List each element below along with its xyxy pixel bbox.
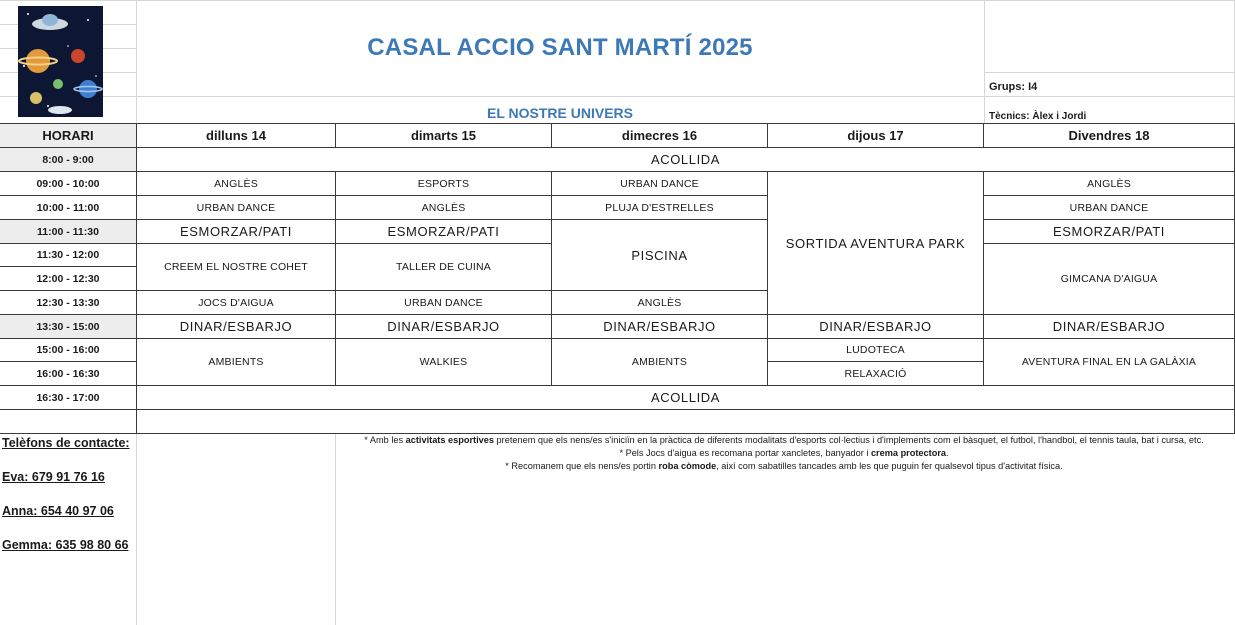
activity-cell: URBAN DANCE xyxy=(1069,201,1149,214)
activity-cell: ANGLÈS xyxy=(421,201,466,214)
activity-cell: AVENTURA FINAL EN LA GALÀXIA xyxy=(1021,356,1197,368)
page-title: CASAL ACCIO SANT MARTÍ 2025 xyxy=(367,34,753,61)
activity-cell: URBAN DANCE xyxy=(620,177,699,190)
activity-cell: GIMCANA D'AIGUA xyxy=(1060,273,1158,285)
time-slot: 12:00 - 12:30 xyxy=(36,272,100,285)
acollida-evening: ACOLLIDA xyxy=(650,390,721,405)
acollida-morning: ACOLLIDA xyxy=(650,152,721,167)
activity-cell: URBAN DANCE xyxy=(404,296,483,309)
activity-cell: ESMORZAR/PATI xyxy=(387,224,500,239)
contact-phone: Anna: 654 40 97 06 xyxy=(2,504,114,518)
activity-cell: DINAR/ESBARJO xyxy=(179,319,293,334)
note-clothing: * Recomanem que els nens/es portin roba còmode, així com sabatilles tancades amb les que puguin fer qualsevol tipus d'activitat física. xyxy=(505,461,1063,471)
activity-cell: ESMORZAR/PATI xyxy=(179,224,293,239)
activity-cell: DINAR/ESBARJO xyxy=(387,319,500,334)
activity-cell: LUDOTECA xyxy=(846,344,905,356)
time-slot: 16:00 - 16:30 xyxy=(36,367,100,380)
notes-block xyxy=(338,434,1230,473)
time-slot: 11:30 - 12:00 xyxy=(36,249,100,261)
activity-cell: TALLER DE CUINA xyxy=(396,261,491,273)
day-header-wednesday: dimecres 16 xyxy=(621,128,698,143)
activity-cell: URBAN DANCE xyxy=(196,201,276,214)
time-slot: 10:00 - 11:00 xyxy=(36,201,100,214)
activity-cell: ESMORZAR/PATI xyxy=(1052,224,1166,239)
day-header-monday: dilluns 14 xyxy=(206,128,266,143)
day-header-thursday: dijous 17 xyxy=(847,128,904,143)
day-header-tuesday: dimarts 15 xyxy=(410,128,477,143)
activity-cell: RELAXACIÓ xyxy=(844,367,907,380)
time-slot: 8:00 - 9:00 xyxy=(42,153,94,166)
activity-cell: DINAR/ESBARJO xyxy=(603,319,716,334)
time-slot: 09:00 - 10:00 xyxy=(36,177,100,190)
activity-cell: JOCS D'AIGUA xyxy=(198,296,274,309)
theme-subtitle: EL NOSTRE UNIVERS xyxy=(487,105,633,121)
time-slot: 12:30 - 13:30 xyxy=(36,296,100,309)
activity-cell: ESPORTS xyxy=(417,177,470,190)
time-slot: 11:00 - 11:30 xyxy=(37,225,99,238)
activity-cell: CREEM EL NOSTRE COHET xyxy=(164,261,308,273)
time-slot: 16:30 - 17:00 xyxy=(36,391,100,404)
activity-cell: WALKIES xyxy=(419,356,468,368)
activity-cell: SORTIDA AVENTURA PARK xyxy=(785,235,966,251)
activity-cell: AMBIENTS xyxy=(208,356,264,368)
activity-cell: ANGLÈS xyxy=(1087,177,1131,190)
activity-cell: PLUJA D'ESTRELLES xyxy=(605,201,714,214)
horari-header: HORARI xyxy=(42,128,94,143)
time-slot: 15:00 - 16:00 xyxy=(36,344,100,356)
contacts-title: Telèfons de contacte: xyxy=(2,436,130,450)
technicians-label: Tècnics: Àlex i Jordi xyxy=(989,110,1087,122)
group-label: Grups: I4 xyxy=(989,81,1038,93)
activity-cell: DINAR/ESBARJO xyxy=(1052,319,1166,334)
note-sports: * Amb les activitats esportives pretenem que els nens/es s'iniciïn en la pràctica de diferents modalitats d'esports col·lectius i d'implements com el bàsquet, el futbol, l'handbol, el tennis taula, bat i cursa, etc. xyxy=(364,435,1204,445)
activity-cell: PISCINA xyxy=(631,247,688,263)
space-planets-icon xyxy=(18,6,103,117)
activity-cell: AMBIENTS xyxy=(631,356,688,368)
day-header-friday: Divendres 18 xyxy=(1068,128,1150,143)
activity-cell: ANGLÈS xyxy=(214,177,258,190)
activity-cell: ANGLÈS xyxy=(637,296,682,309)
time-slot: 13:30 - 15:00 xyxy=(36,320,100,333)
note-water-games: * Pels Jocs d'aigua es recomana portar xancletes, banyador i crema protectora. xyxy=(619,448,949,458)
activity-cell: DINAR/ESBARJO xyxy=(819,319,932,334)
contact-phone: Eva: 679 91 76 16 xyxy=(2,470,105,484)
contact-phone: Gemma: 635 98 80 66 xyxy=(2,538,129,552)
